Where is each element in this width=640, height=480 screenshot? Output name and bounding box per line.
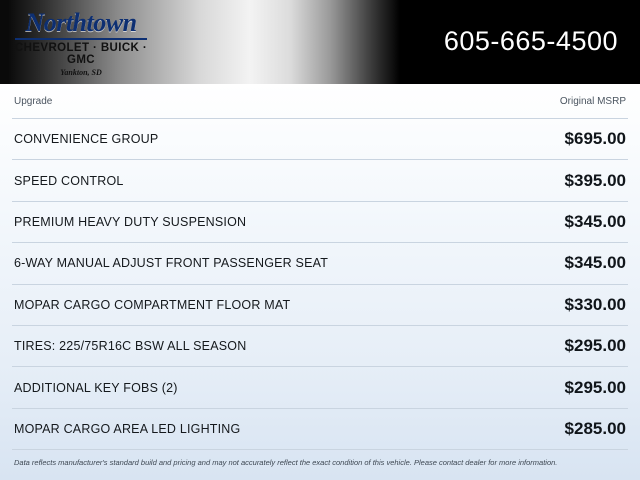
dealer-city: Yankton, SD xyxy=(60,68,102,77)
table-row xyxy=(12,119,628,160)
table-row xyxy=(12,202,628,243)
table-row xyxy=(12,326,628,367)
upgrade-label: MOPAR CARGO COMPARTMENT FLOOR MAT xyxy=(14,297,291,312)
page-header xyxy=(0,0,640,84)
table-row xyxy=(12,285,628,326)
upgrade-price: $295.00 xyxy=(564,377,626,397)
upgrades-table xyxy=(0,84,640,480)
upgrade-price: $295.00 xyxy=(564,336,626,356)
column-header-msrp: Original MSRP xyxy=(559,95,626,107)
upgrade-price: $285.00 xyxy=(564,418,626,438)
upgrade-label: MOPAR CARGO AREA LED LIGHTING xyxy=(14,421,241,436)
upgrade-label: 6-WAY MANUAL ADJUST FRONT PASSENGER SEAT xyxy=(14,256,329,271)
table-row xyxy=(12,160,628,201)
table-row xyxy=(12,409,628,450)
table-row xyxy=(12,243,628,284)
upgrade-label: PREMIUM HEAVY DUTY SUSPENSION xyxy=(14,214,247,229)
upgrade-price: $345.00 xyxy=(564,253,626,273)
upgrade-price: $395.00 xyxy=(564,170,626,190)
table-header-row xyxy=(12,84,628,119)
upgrade-price: $330.00 xyxy=(564,294,626,314)
dealer-logo xyxy=(14,8,148,77)
upgrade-label: CONVENIENCE GROUP xyxy=(14,132,159,147)
column-header-upgrade: Upgrade xyxy=(14,95,53,107)
upgrade-label: ADDITIONAL KEY FOBS (2) xyxy=(14,380,178,395)
dealer-name: Northtown xyxy=(25,8,137,37)
upgrade-label: SPEED CONTROL xyxy=(14,173,124,188)
dealer-brands: CHEVROLET · BUICK · GMC xyxy=(14,42,148,66)
upgrade-label: TIRES: 225/75R16C BSW ALL SEASON xyxy=(14,339,247,354)
table-row xyxy=(12,367,628,408)
logo-divider xyxy=(15,38,147,40)
upgrade-price: $345.00 xyxy=(564,211,626,231)
disclaimer-text: Data reflects manufacturer's standard build and pricing and may not accurately reflect the exact condition of this vehicle. Please contact dealer for more information. xyxy=(14,458,558,468)
upgrade-price: $695.00 xyxy=(564,129,626,149)
dealer-phone[interactable]: 605-665-4500 xyxy=(443,26,618,56)
